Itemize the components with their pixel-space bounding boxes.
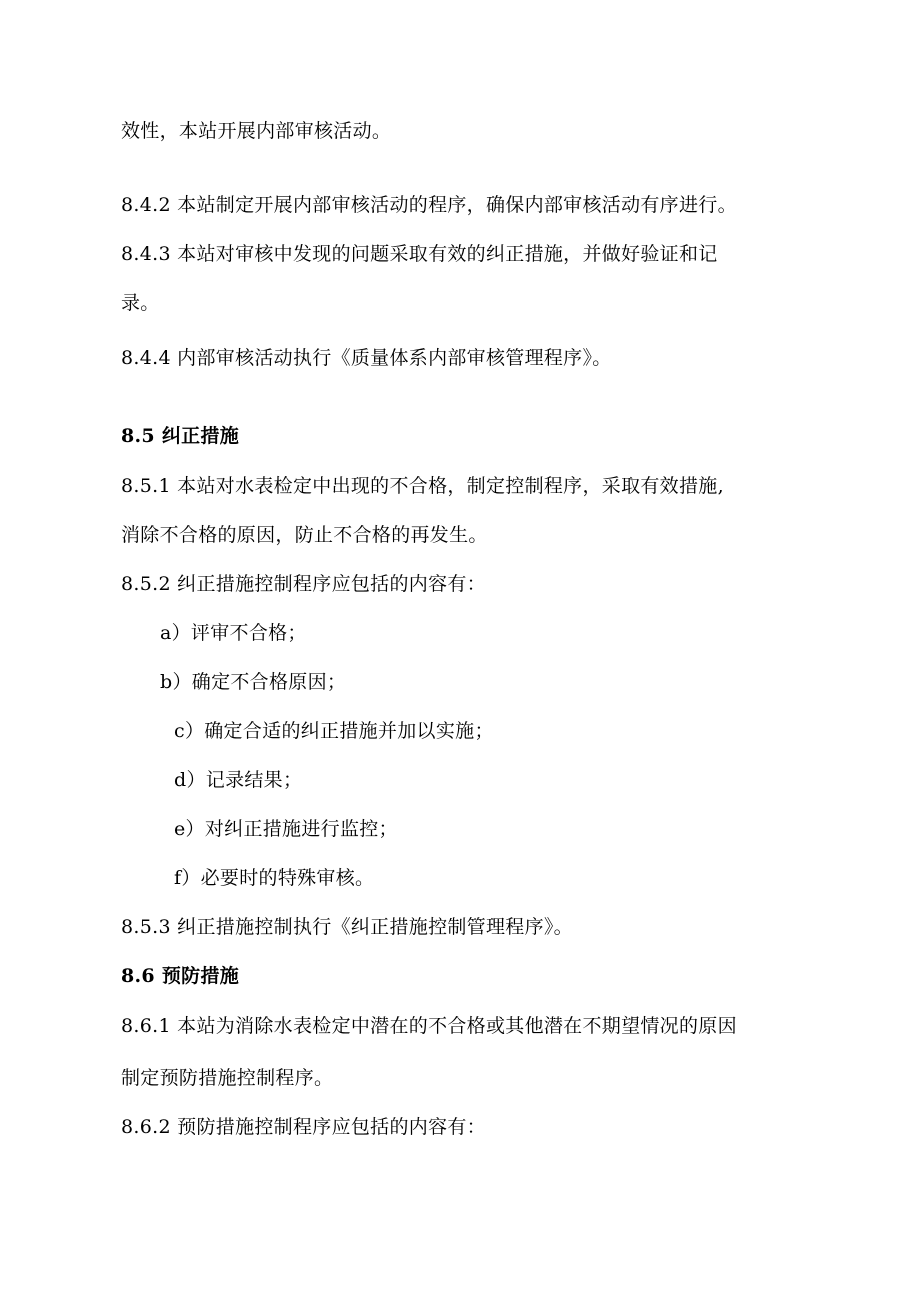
paragraph-line: 8.5.3 纠正措施控制执行《纠正措施控制管理程序》。	[121, 916, 573, 938]
paragraph-line: 效性，本站开展内部审核活动。	[121, 120, 392, 142]
list-item: c）确定合适的纠正措施并加以实施；	[174, 720, 494, 742]
list-item: a）评审不合格；	[160, 622, 307, 644]
list-item: b）确定不合格原因；	[160, 671, 347, 693]
list-item: e）对纠正措施进行监控；	[174, 818, 398, 840]
paragraph-line: 8.4.4 内部审核活动执行《质量体系内部审核管理程序》。	[121, 347, 612, 369]
paragraph-line: 8.4.2 本站制定开展内部审核活动的程序，确保内部审核活动有序进行。	[121, 194, 737, 216]
paragraph-line: 8.6.1 本站为消除水表检定中潜在的不合格或其他潜在不期望情况的原因	[121, 1015, 737, 1037]
list-item: f）必要时的特殊审核。	[174, 867, 375, 889]
section-heading: 8.6 预防措施	[121, 965, 240, 987]
paragraph-line: 消除不合格的原因，防止不合格的再发生。	[121, 524, 488, 546]
paragraph-line: 制定预防措施控制程序。	[121, 1067, 334, 1089]
section-heading: 8.5 纠正措施	[121, 425, 240, 447]
paragraph-line: 8.5.2 纠正措施控制程序应包括的内容有：	[121, 573, 486, 595]
paragraph-line: 8.6.2 预防措施控制程序应包括的内容有：	[121, 1116, 486, 1138]
paragraph-line: 8.4.3 本站对审核中发现的问题采取有效的纠正措施，并做好验证和记	[121, 243, 718, 265]
paragraph-line: 录。	[121, 292, 160, 314]
list-item: d）记录结果；	[174, 769, 303, 791]
paragraph-line: 8.5.1 本站对水表检定中出现的不合格，制定控制程序，采取有效措施,	[121, 475, 724, 497]
